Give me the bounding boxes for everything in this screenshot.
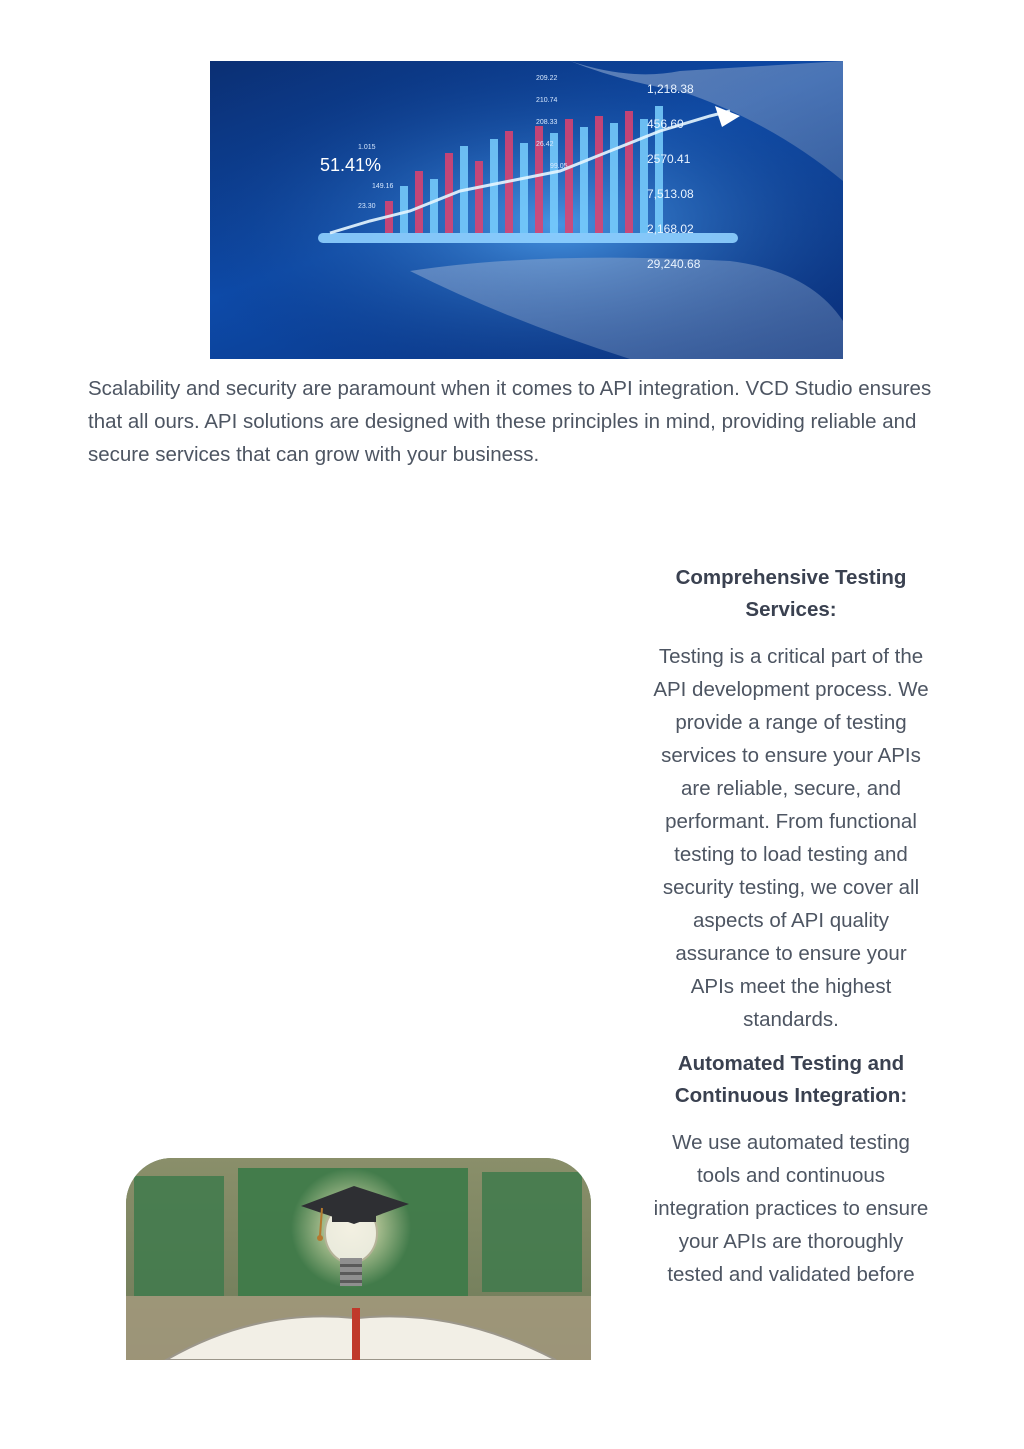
hero-left-value: 1.015 [358,144,376,151]
hero-top-value: 209.22 [536,75,558,82]
hero-right-value: 7,513.08 [647,187,694,201]
hero-top-value: 208.33 [536,119,558,126]
hero-top-value: 26.42 [536,141,554,148]
hero-left-value: 23.30 [358,203,376,210]
hero-top-value: 210.74 [536,97,558,104]
hero-right-value: 2,168.02 [647,222,694,236]
section-heading-testing: Comprehensive Testing Services: [675,566,907,621]
hero-right-value: 1,218.38 [647,82,694,96]
hero-big-value: 51.41% [320,155,382,175]
hero-left-value: 149.16 [372,183,394,190]
intro-paragraph: Scalability and security are paramount when it comes to API integration. VCD Studio ensures that all ours. API solutions are designed with these principles in mind, providing reliable and secure services that can grow with your business. [88,377,932,466]
hero-right-value: 456.60 [647,117,684,131]
hero-right-value: 2570.41 [647,152,691,166]
section-heading-automation: Automated Testing and Continuous Integration: [674,1052,908,1107]
education-lightbulb-image [126,1158,591,1360]
hero-right-value: 29,240.68 [647,257,701,271]
section-body-automation: We use automated testing tools and continuous integration practices to ensure your APIs are thoroughly tested and validated before [653,1131,929,1286]
services-column [652,562,930,1291]
hero-analytics-image [210,61,843,359]
hero-top-value: 99.05 [550,163,568,170]
section-body-testing: Testing is a critical part of the API development process. We provide a range of testing services to ensure your APIs are reliable, secure, and performant. From functional testing to load testing and security testing, we cover all aspects of API quality assurance to ensure your APIs meet the highest standards. [653,645,929,1031]
